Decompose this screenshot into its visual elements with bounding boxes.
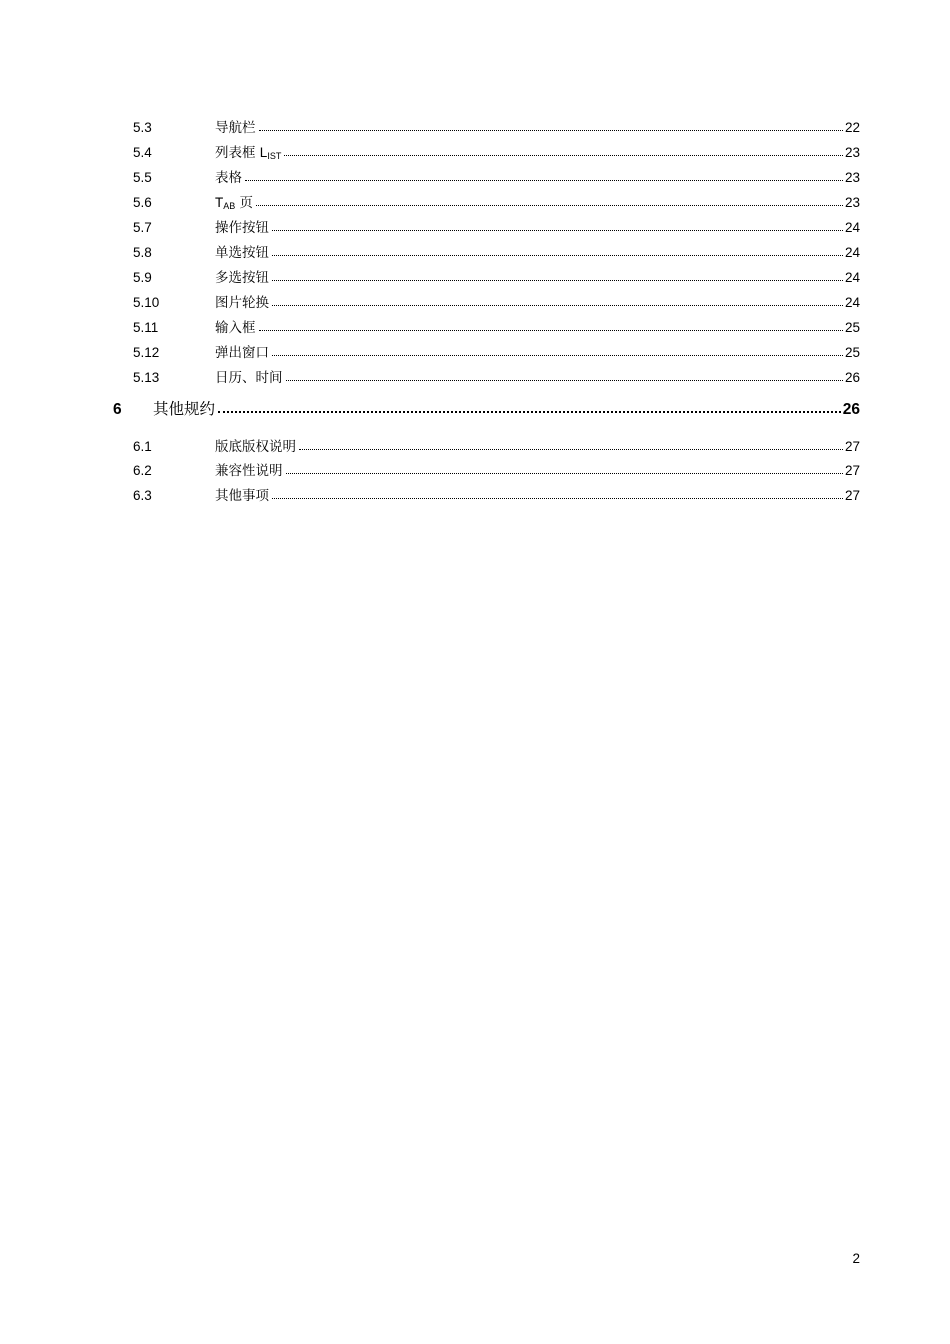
toc-entry-number: 6.1 [133, 439, 152, 454]
toc-entry-6-3[interactable] [133, 487, 860, 505]
toc-entry-5-8[interactable] [133, 244, 860, 262]
toc-entry-page: 23 [844, 195, 860, 210]
toc-chapter-title: 其他规约 [153, 400, 216, 418]
toc-entry-6-1[interactable] [133, 438, 860, 456]
toc-entry-title: 版底版权说明 [215, 439, 296, 455]
toc-entry-5-13[interactable] [133, 369, 860, 387]
toc-entry-page: 23 [844, 170, 860, 185]
toc-entry-number: 5.5 [133, 170, 152, 185]
toc-entry-5-7[interactable] [133, 219, 860, 237]
toc-entry-page: 24 [844, 220, 860, 235]
dot-leader [272, 220, 843, 232]
toc-entry-title-text: 页 [235, 195, 254, 211]
toc-entry-5-4[interactable] [133, 144, 860, 165]
dot-leader [245, 170, 843, 182]
toc-chapter-number: 6 [113, 401, 122, 418]
toc-entry-number: 5.4 [133, 145, 152, 160]
toc-entry-title: 输入框 [215, 320, 256, 336]
toc-entry-number: 5.13 [133, 370, 160, 385]
toc-entry-title-cap: L [259, 145, 268, 160]
toc-entry-number: 5.8 [133, 245, 152, 260]
toc-entry-page: 24 [844, 245, 860, 260]
dot-leader [218, 402, 841, 414]
toc-entry-5-3[interactable] [133, 119, 860, 137]
toc-entry-5-11[interactable] [133, 319, 860, 337]
toc-entry-title: 操作按钮 [215, 220, 269, 236]
toc-entry-page: 25 [844, 320, 860, 335]
toc-entry-title: 多选按钮 [215, 270, 269, 286]
toc-chapter-6[interactable] [113, 400, 860, 419]
toc-entry-page: 26 [844, 370, 860, 385]
toc-entry-page: 24 [844, 295, 860, 310]
toc-entry-page: 25 [844, 345, 860, 360]
toc-entry-number: 5.3 [133, 120, 152, 135]
toc-entry-title: 弹出窗口 [215, 345, 269, 361]
page-number: 2 [852, 1251, 860, 1266]
toc-entry-title [215, 194, 253, 215]
toc-entry-number: 6.2 [133, 463, 152, 478]
dot-leader [272, 345, 843, 357]
toc-entry-number: 6.3 [133, 488, 152, 503]
toc-chapter-page: 26 [842, 401, 860, 418]
toc-entry-title: 表格 [215, 170, 242, 186]
dot-leader [284, 145, 843, 157]
dot-leader [272, 488, 843, 500]
toc-entry-page: 27 [844, 463, 860, 478]
toc-entry-title-text: 列表框 [215, 145, 260, 161]
toc-entry-title: 其他事项 [215, 488, 269, 504]
dot-leader [286, 463, 843, 475]
toc-entry-number: 5.9 [133, 270, 152, 285]
toc-entry-number: 5.10 [133, 295, 160, 310]
toc-entry-number: 5.11 [133, 320, 159, 335]
toc-entry-page: 22 [844, 120, 860, 135]
toc-entry-title: 图片轮换 [215, 295, 269, 311]
dot-leader [272, 270, 843, 282]
toc-entry-page: 27 [844, 439, 860, 454]
toc-entry-title-small: AB [223, 201, 236, 211]
dot-leader [299, 439, 843, 451]
toc-entry-number: 5.6 [133, 195, 152, 210]
toc-entry-title [215, 144, 281, 165]
toc-entry-title-small: IST [267, 151, 282, 161]
toc-entry-title: 导航栏 [215, 120, 256, 136]
toc-entry-5-10[interactable] [133, 294, 860, 312]
toc-entry-5-5[interactable] [133, 169, 860, 187]
dot-leader [286, 370, 843, 382]
toc-entry-5-9[interactable] [133, 269, 860, 287]
toc-entry-title: 日历、时间 [215, 370, 283, 386]
toc-entry-number: 5.12 [133, 345, 160, 360]
dot-leader [256, 195, 843, 207]
dot-leader [259, 320, 843, 332]
toc-entry-6-2[interactable] [133, 462, 860, 480]
toc-entry-title: 单选按钮 [215, 245, 269, 261]
toc-entry-title-cap: T [215, 195, 224, 210]
toc-entry-number: 5.7 [133, 220, 152, 235]
toc-entry-page: 27 [844, 488, 860, 503]
toc-entry-page: 23 [844, 145, 860, 160]
toc-entry-page: 24 [844, 270, 860, 285]
dot-leader [259, 120, 843, 132]
dot-leader [272, 245, 843, 257]
toc-entry-title: 兼容性说明 [215, 463, 283, 479]
toc-entry-5-12[interactable] [133, 344, 860, 362]
dot-leader [272, 295, 843, 307]
toc-entry-5-6[interactable] [133, 194, 860, 215]
